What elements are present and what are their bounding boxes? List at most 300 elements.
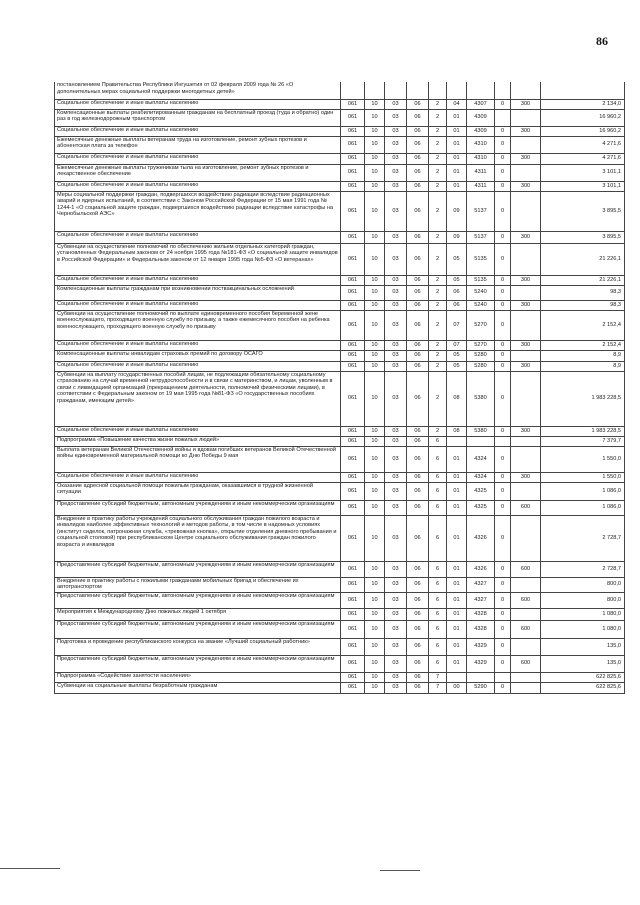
table-row — [55, 164, 625, 181]
cell-subsection: 03 — [385, 620, 407, 638]
cell-subprogram: 2 — [429, 285, 447, 300]
cell-description: Субвенции на осуществление полномочий по выплате единовременного пособия беременной жене военнослужащего, проходящего военную службу по призыву, а также ежемесячного пособия на ребенка военнослужащего, проходящего военную службу по призыву — [55, 310, 341, 340]
cell-section: 10 — [365, 482, 385, 500]
cell-extra-code: 0 — [495, 153, 511, 164]
cell-event: 05 — [447, 361, 467, 371]
cell-description: Ежемесячные денежные выплаты труженикам тыла на изготовление, ремонт зубных протезов и лекарственное обеспечение — [55, 164, 341, 181]
cell-expense-code: 4324 — [467, 472, 495, 482]
cell-program: 06 — [407, 275, 429, 285]
cell-subsection: 03 — [385, 275, 407, 285]
cell-budget-code: 061 — [341, 164, 365, 181]
cell-budget-code: 061 — [341, 426, 365, 436]
cell-expense-type: 300 — [511, 426, 541, 436]
cell-program: 06 — [407, 99, 429, 109]
cell-subprogram: 6 — [429, 592, 447, 608]
cell-event: 01 — [447, 136, 467, 153]
cell-subprogram: 2 — [429, 181, 447, 191]
cell-description: Социальное обеспечение и иные выплаты населению — [55, 231, 341, 243]
cell-expense-type — [511, 515, 541, 561]
cell-description: Подготовка и проведение республиканского конкурса на звание «Лучший социальный работник» — [55, 638, 341, 655]
cell-budget-code: 061 — [341, 561, 365, 577]
cell-section: 10 — [365, 340, 385, 350]
cell-amount: 1 983 228,5 — [541, 426, 625, 436]
cell-description: Внедрение в практику работы учреждений социального обслуживания граждан пожилого возраста и инвалидов наиболее эффективных технологий и методов работы, в том числе в надомных условиях (институт сиделок, патронажная служба, «тревожная кнопка», открытие отделения дневного пребывания и социальной столовой) при республиканском Центре социального обслуживания граждан пожилого возраста и инвалидов — [55, 515, 341, 561]
cell-event: 01 — [447, 482, 467, 500]
cell-amount: 1 080,0 — [541, 608, 625, 620]
cell-expense-type: 300 — [511, 99, 541, 109]
cell-subprogram: 2 — [429, 243, 447, 275]
cell-extra-code: 0 — [495, 515, 511, 561]
cell-amount: 800,0 — [541, 592, 625, 608]
cell-event: 01 — [447, 620, 467, 638]
cell-extra-code: 0 — [495, 682, 511, 693]
cell-extra-code: 0 — [495, 655, 511, 672]
cell-subprogram — [429, 82, 447, 99]
scan-mark-right — [380, 870, 420, 871]
cell-subsection: 03 — [385, 436, 407, 446]
table-row — [55, 82, 625, 99]
cell-expense-type: 300 — [511, 300, 541, 310]
cell-program: 06 — [407, 153, 429, 164]
cell-amount: 1 550,0 — [541, 472, 625, 482]
cell-program: 06 — [407, 500, 429, 515]
cell-extra-code: 0 — [495, 482, 511, 500]
cell-subsection: 03 — [385, 310, 407, 340]
cell-subprogram: 6 — [429, 620, 447, 638]
cell-subprogram: 2 — [429, 300, 447, 310]
table-row — [55, 682, 625, 693]
cell-extra-code: 0 — [495, 181, 511, 191]
cell-section: 10 — [365, 164, 385, 181]
cell-amount: 16 960,2 — [541, 126, 625, 136]
cell-amount: 21 226,1 — [541, 275, 625, 285]
cell-section: 10 — [365, 515, 385, 561]
cell-extra-code: 0 — [495, 300, 511, 310]
cell-subprogram: 6 — [429, 482, 447, 500]
cell-expense-type — [511, 371, 541, 426]
cell-amount: 98,3 — [541, 300, 625, 310]
cell-subprogram: 6 — [429, 515, 447, 561]
cell-event: 08 — [447, 371, 467, 426]
table-row — [55, 300, 625, 310]
cell-description: Социальное обеспечение и иные выплаты населению — [55, 340, 341, 350]
cell-extra-code: 0 — [495, 243, 511, 275]
cell-program: 06 — [407, 577, 429, 592]
cell-expense-type: 300 — [511, 275, 541, 285]
cell-event: 05 — [447, 275, 467, 285]
cell-description: Оказание адресной социальной помощи пожилым гражданам, оказавшимся в трудной жизненной ситуации — [55, 482, 341, 500]
cell-expense-code: 4329 — [467, 638, 495, 655]
cell-budget-code: 061 — [341, 620, 365, 638]
cell-subsection: 03 — [385, 153, 407, 164]
table-row — [55, 655, 625, 672]
cell-program: 06 — [407, 231, 429, 243]
cell-description: Подпрограмма «Содействие занятости населения» — [55, 672, 341, 682]
cell-program: 06 — [407, 620, 429, 638]
table-row — [55, 638, 625, 655]
cell-budget-code: 061 — [341, 500, 365, 515]
cell-extra-code: 0 — [495, 371, 511, 426]
cell-subsection: 03 — [385, 361, 407, 371]
cell-description: Ежемесячные денежные выплаты ветеранам труда на изготовление, ремонт зубных протезов и абонентская плата за телефон — [55, 136, 341, 153]
cell-event: 07 — [447, 340, 467, 350]
cell-event: 00 — [447, 682, 467, 693]
cell-subprogram: 6 — [429, 577, 447, 592]
cell-event: 01 — [447, 126, 467, 136]
cell-budget-code — [341, 82, 365, 99]
cell-subsection: 03 — [385, 99, 407, 109]
cell-subprogram: 2 — [429, 426, 447, 436]
cell-event: 01 — [447, 446, 467, 472]
page-number: 86 — [596, 34, 608, 48]
cell-expense-code: 4324 — [467, 446, 495, 472]
cell-program: 06 — [407, 300, 429, 310]
cell-amount: 4 271,6 — [541, 136, 625, 153]
cell-program: 06 — [407, 672, 429, 682]
cell-expense-type — [511, 672, 541, 682]
cell-subprogram: 2 — [429, 350, 447, 361]
cell-section — [365, 82, 385, 99]
cell-subprogram: 6 — [429, 638, 447, 655]
cell-event: 01 — [447, 109, 467, 126]
cell-expense-code: 4326 — [467, 515, 495, 561]
cell-expense-code: 5135 — [467, 275, 495, 285]
cell-expense-code: 5240 — [467, 285, 495, 300]
cell-budget-code: 061 — [341, 231, 365, 243]
cell-section: 10 — [365, 561, 385, 577]
cell-expense-code: 4311 — [467, 164, 495, 181]
cell-event: 08 — [447, 426, 467, 436]
cell-section: 10 — [365, 672, 385, 682]
cell-section: 10 — [365, 638, 385, 655]
cell-expense-code: 5270 — [467, 310, 495, 340]
cell-budget-code: 061 — [341, 126, 365, 136]
cell-budget-code: 061 — [341, 350, 365, 361]
cell-subsection: 03 — [385, 285, 407, 300]
cell-extra-code: 0 — [495, 500, 511, 515]
cell-program: 06 — [407, 472, 429, 482]
cell-budget-code: 061 — [341, 310, 365, 340]
cell-description: Предоставление субсидий бюджетным, автономным учреждениям и иным некоммерческим организациям — [55, 500, 341, 515]
cell-subsection: 03 — [385, 371, 407, 426]
cell-amount: 2 134,0 — [541, 99, 625, 109]
cell-expense-type: 300 — [511, 153, 541, 164]
cell-expense-type: 600 — [511, 655, 541, 672]
cell-section: 10 — [365, 153, 385, 164]
cell-program: 06 — [407, 515, 429, 561]
cell-budget-code: 061 — [341, 592, 365, 608]
cell-program: 06 — [407, 126, 429, 136]
cell-budget-code: 061 — [341, 608, 365, 620]
cell-expense-type: 300 — [511, 126, 541, 136]
cell-extra-code: 0 — [495, 285, 511, 300]
cell-expense-code: 4326 — [467, 561, 495, 577]
cell-description: Социальное обеспечение и иные выплаты населению — [55, 153, 341, 164]
cell-extra-code: 0 — [495, 350, 511, 361]
cell-amount: 1 086,0 — [541, 500, 625, 515]
cell-description: Социальное обеспечение и иные выплаты населению — [55, 426, 341, 436]
cell-extra-code: 0 — [495, 126, 511, 136]
cell-description: Предоставление субсидий бюджетным, автономным учреждениям и иным некоммерческим организациям — [55, 561, 341, 577]
cell-event: 01 — [447, 577, 467, 592]
cell-section: 10 — [365, 592, 385, 608]
cell-extra-code: 0 — [495, 592, 511, 608]
cell-expense-type — [511, 243, 541, 275]
cell-event: 07 — [447, 310, 467, 340]
cell-budget-code: 061 — [341, 243, 365, 275]
cell-budget-code: 061 — [341, 638, 365, 655]
cell-expense-type: 600 — [511, 592, 541, 608]
cell-extra-code: 0 — [495, 231, 511, 243]
cell-extra-code: 0 — [495, 472, 511, 482]
cell-event: 05 — [447, 350, 467, 361]
cell-extra-code: 0 — [495, 310, 511, 340]
cell-event: 04 — [447, 99, 467, 109]
cell-event: 09 — [447, 231, 467, 243]
cell-description: Меры социальной поддержки граждан, подвергшихся воздействию радиации вследствие радиационных аварий и ядерных испытаний, в соответствии с Законом Российской Федерации от 15 мая 1991 года № 1244-1 «О социальной защите граждан, подвергшихся воздействию радиации вследствие катастрофы на Чернобыльской АЭС» — [55, 191, 341, 231]
cell-expense-code: 4311 — [467, 181, 495, 191]
cell-expense-code: 5135 — [467, 243, 495, 275]
cell-program: 06 — [407, 638, 429, 655]
table-row — [55, 191, 625, 231]
cell-subsection: 03 — [385, 300, 407, 310]
cell-extra-code: 0 — [495, 361, 511, 371]
cell-budget-code: 061 — [341, 136, 365, 153]
table-row — [55, 577, 625, 592]
cell-section: 10 — [365, 446, 385, 472]
cell-amount: 98,3 — [541, 285, 625, 300]
cell-subprogram: 6 — [429, 655, 447, 672]
cell-extra-code — [495, 436, 511, 446]
cell-expense-type — [511, 164, 541, 181]
cell-description: Социальное обеспечение и иные выплаты населению — [55, 126, 341, 136]
cell-subsection: 03 — [385, 181, 407, 191]
table-row — [55, 350, 625, 361]
cell-event: 01 — [447, 153, 467, 164]
cell-expense-code: 4328 — [467, 608, 495, 620]
table-row — [55, 285, 625, 300]
cell-program: 06 — [407, 361, 429, 371]
cell-section: 10 — [365, 620, 385, 638]
cell-subprogram: 6 — [429, 608, 447, 620]
cell-program: 06 — [407, 592, 429, 608]
cell-amount: 3 895,5 — [541, 191, 625, 231]
cell-event: 01 — [447, 655, 467, 672]
table-row — [55, 231, 625, 243]
cell-section: 10 — [365, 109, 385, 126]
cell-budget-code: 061 — [341, 446, 365, 472]
cell-budget-code: 061 — [341, 99, 365, 109]
budget-table — [54, 82, 625, 694]
cell-subprogram: 2 — [429, 340, 447, 350]
cell-subprogram: 2 — [429, 136, 447, 153]
cell-expense-type — [511, 608, 541, 620]
cell-subsection: 03 — [385, 655, 407, 672]
table-row — [55, 672, 625, 682]
cell-section: 10 — [365, 472, 385, 482]
cell-subsection: 03 — [385, 592, 407, 608]
cell-amount: 1 550,0 — [541, 446, 625, 472]
cell-subprogram: 7 — [429, 682, 447, 693]
cell-section: 10 — [365, 361, 385, 371]
cell-program: 06 — [407, 682, 429, 693]
cell-extra-code: 0 — [495, 608, 511, 620]
cell-program: 06 — [407, 164, 429, 181]
cell-subsection: 03 — [385, 515, 407, 561]
cell-section: 10 — [365, 181, 385, 191]
cell-amount: 800,0 — [541, 577, 625, 592]
table-row — [55, 99, 625, 109]
cell-event: 01 — [447, 472, 467, 482]
cell-extra-code: 0 — [495, 340, 511, 350]
cell-budget-code: 061 — [341, 655, 365, 672]
cell-expense-type: 300 — [511, 361, 541, 371]
table-row — [55, 371, 625, 426]
cell-budget-code: 061 — [341, 191, 365, 231]
cell-description: Выплата ветеранам Великой Отечественной войны и вдовам погибших ветеранов Великой Отечественной войны единовременной материальной помощи ко Дню Победы 9 мая — [55, 446, 341, 472]
cell-expense-code: 5137 — [467, 191, 495, 231]
cell-subsection: 03 — [385, 164, 407, 181]
cell-subprogram: 2 — [429, 310, 447, 340]
cell-expense-code — [467, 672, 495, 682]
cell-extra-code — [495, 109, 511, 126]
cell-subsection: 03 — [385, 126, 407, 136]
cell-subsection: 03 — [385, 136, 407, 153]
cell-event: 05 — [447, 243, 467, 275]
cell-section: 10 — [365, 426, 385, 436]
table-row — [55, 243, 625, 275]
cell-expense-type — [511, 285, 541, 300]
cell-program: 06 — [407, 608, 429, 620]
cell-expense-type: 300 — [511, 340, 541, 350]
cell-subsection: 03 — [385, 577, 407, 592]
cell-expense-code: 5380 — [467, 426, 495, 436]
cell-amount: 1 983 228,5 — [541, 371, 625, 426]
cell-description: Субвенции на социальные выплаты безработным гражданам — [55, 682, 341, 693]
cell-budget-code: 061 — [341, 361, 365, 371]
cell-program: 06 — [407, 561, 429, 577]
cell-amount: 135,0 — [541, 655, 625, 672]
cell-subsection: 03 — [385, 482, 407, 500]
cell-extra-code: 0 — [495, 191, 511, 231]
cell-subprogram: 6 — [429, 472, 447, 482]
cell-program: 06 — [407, 426, 429, 436]
cell-amount — [541, 82, 625, 99]
cell-section: 10 — [365, 608, 385, 620]
cell-budget-code: 061 — [341, 153, 365, 164]
cell-expense-code: 4325 — [467, 500, 495, 515]
cell-event — [447, 82, 467, 99]
cell-amount: 2 728,7 — [541, 561, 625, 577]
cell-subsection: 03 — [385, 500, 407, 515]
cell-description: Компенсационные выплаты инвалидам страховых премий по договору ОСАГО — [55, 350, 341, 361]
table-row — [55, 446, 625, 472]
cell-subsection: 03 — [385, 672, 407, 682]
cell-section: 10 — [365, 371, 385, 426]
cell-expense-code: 5280 — [467, 361, 495, 371]
cell-expense-type: 300 — [511, 231, 541, 243]
cell-amount: 2 728,7 — [541, 515, 625, 561]
cell-amount: 8,9 — [541, 350, 625, 361]
cell-program: 06 — [407, 191, 429, 231]
cell-extra-code — [495, 82, 511, 99]
cell-subsection: 03 — [385, 231, 407, 243]
cell-expense-type — [511, 191, 541, 231]
cell-expense-code: 5380 — [467, 371, 495, 426]
cell-subsection: 03 — [385, 191, 407, 231]
table-row — [55, 109, 625, 126]
cell-expense-type — [511, 638, 541, 655]
cell-section: 10 — [365, 126, 385, 136]
cell-expense-type: 600 — [511, 561, 541, 577]
cell-event: 06 — [447, 285, 467, 300]
cell-expense-code: 5240 — [467, 300, 495, 310]
cell-section: 10 — [365, 99, 385, 109]
cell-event: 01 — [447, 608, 467, 620]
cell-budget-code: 061 — [341, 109, 365, 126]
cell-expense-code: 4309 — [467, 109, 495, 126]
table-row — [55, 426, 625, 436]
cell-subsection: 03 — [385, 340, 407, 350]
cell-extra-code: 0 — [495, 426, 511, 436]
cell-expense-code: 4307 — [467, 99, 495, 109]
table-row — [55, 136, 625, 153]
table-row — [55, 500, 625, 515]
cell-expense-code: 4329 — [467, 655, 495, 672]
cell-description: Предоставление субсидий бюджетным, автономным учреждениям и иным некоммерческим организациям — [55, 592, 341, 608]
cell-budget-code: 061 — [341, 436, 365, 446]
cell-section: 10 — [365, 577, 385, 592]
cell-subprogram: 6 — [429, 436, 447, 446]
cell-description: Компенсационные выплаты реабилитированным гражданам на бесплатный проезд (туда и обратно) один раз в год железнодорожным транспортом — [55, 109, 341, 126]
cell-section: 10 — [365, 243, 385, 275]
cell-subsection: 03 — [385, 446, 407, 472]
cell-budget-code: 061 — [341, 371, 365, 426]
cell-program: 06 — [407, 310, 429, 340]
cell-amount: 8,9 — [541, 361, 625, 371]
cell-program: 06 — [407, 436, 429, 446]
cell-event: 01 — [447, 515, 467, 561]
cell-subprogram: 2 — [429, 361, 447, 371]
cell-expense-code: 4325 — [467, 482, 495, 500]
cell-description: Подпрограмма «Повышение качества жизни пожилых людей» — [55, 436, 341, 446]
cell-description: Социальное обеспечение и иные выплаты населению — [55, 181, 341, 191]
cell-extra-code: 0 — [495, 446, 511, 472]
cell-amount: 1 086,0 — [541, 482, 625, 500]
cell-program: 06 — [407, 446, 429, 472]
cell-description: Компенсационные выплаты гражданам при возникновении поствакцинальных осложнений — [55, 285, 341, 300]
cell-description: Социальное обеспечение и иные выплаты населению — [55, 275, 341, 285]
cell-subsection: 03 — [385, 608, 407, 620]
cell-section: 10 — [365, 310, 385, 340]
cell-event — [447, 672, 467, 682]
cell-subsection: 03 — [385, 472, 407, 482]
cell-section: 10 — [365, 275, 385, 285]
cell-amount: 16 960,2 — [541, 109, 625, 126]
cell-subprogram: 2 — [429, 275, 447, 285]
cell-amount: 21 226,1 — [541, 243, 625, 275]
cell-expense-type — [511, 482, 541, 500]
cell-description: Субвенции на осуществление полномочий по обеспечению жильем отдельных категорий граждан, установленных Федеральным законом от 24 ноября 1995 года №181-ФЗ «О социальной защите инвалидов в Российской Федерации» и Федеральным законом от 12 января 1995 года №5-ФЗ «О ветеранах» — [55, 243, 341, 275]
cell-budget-code: 061 — [341, 285, 365, 300]
cell-expense-code: 4328 — [467, 620, 495, 638]
cell-expense-code: 4327 — [467, 577, 495, 592]
cell-amount: 3 101,1 — [541, 181, 625, 191]
cell-expense-type — [511, 682, 541, 693]
cell-event: 01 — [447, 592, 467, 608]
cell-budget-code: 061 — [341, 682, 365, 693]
cell-description: Субвенции на выплату государственных пособий лицам, не подлежащим обязательному социальному страхованию на случай временной нетрудоспособности и в связи с материнством, и лицам, уволенным в связи с ликвидацией организаций (прекращением деятельности, полномочий физическими лицами), в соответствии с Федеральным законом от 19 мая 1995 года №81-ФЗ «О государственных пособиях гражданам, имеющим детей» — [55, 371, 341, 426]
